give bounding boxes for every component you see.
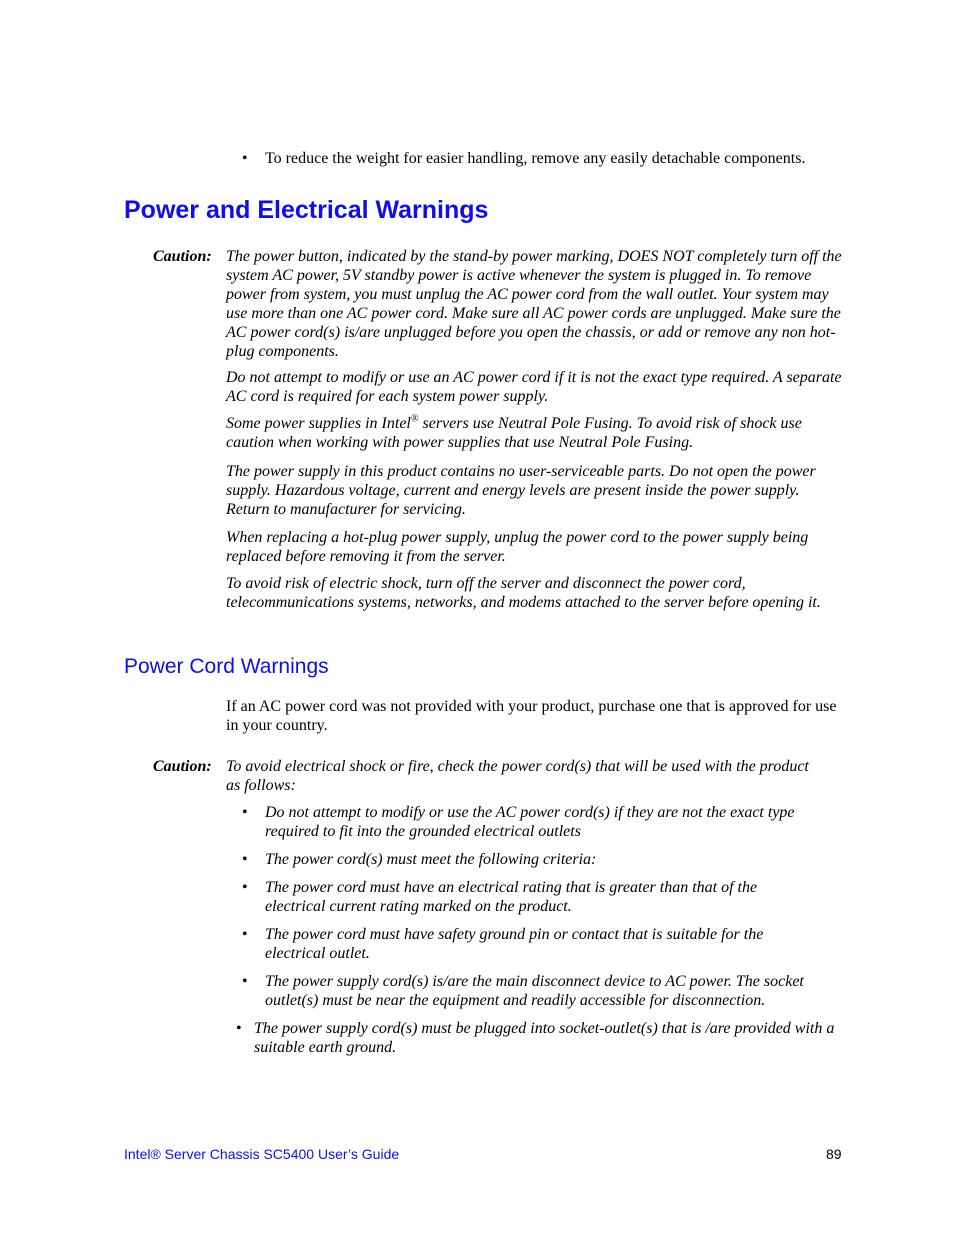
caution-paragraph-hot-plug: When replacing a hot-plug power supply, unplug the power cord to the power supply being replaced before removing it from the server.	[226, 529, 809, 565]
bullet-marker: •	[242, 851, 248, 868]
subsection-title: Power Cord Warnings	[124, 655, 329, 678]
cord-bullet-disconnect: The power supply cord(s) is/are the main disconnect device to AC power. The socket outlet(s) must be near the equipment and readily accessible for disconnection.	[265, 973, 804, 1009]
caution-paragraph-electric-shock: To avoid risk of electric shock, turn off the server and disconnect the power cord, telecommunications systems, networks, and modems attached to the server before opening it.	[226, 575, 821, 611]
cord-bullet-rating: The power cord must have an electrical rating that is greater than that of the electrical current rating marked on the product.	[265, 879, 758, 915]
footer-title: Intel® Server Chassis SC5400 User’s Guide	[124, 1146, 400, 1162]
caution-paragraph-ac-cord: Do not attempt to modify or use an AC power cord if it is not the exact type required. A separate AC cord is required for each system power supply.	[226, 369, 842, 405]
cord-bullet-ground-pin: The power cord must have safety ground pin or contact that is suitable for the electrical outlet.	[265, 926, 764, 962]
bullet-marker: •	[242, 973, 248, 990]
cord-intro-paragraph: If an AC power cord was not provided with your product, purchase one that is approved for use in your country.	[226, 698, 837, 734]
caution-paragraph-no-serviceable: The power supply in this product contains no user-serviceable parts. Do not open the power supply. Hazardous voltage, current and energy levels are present inside the power supply. Return to manufacturer for servicing.	[226, 463, 816, 518]
cord-bullet-criteria: The power cord(s) must meet the following criteria:	[265, 851, 597, 868]
cord-caution-lead: To avoid electrical shock or fire, check the power cord(s) that will be used with the product as follows:	[226, 758, 809, 794]
caution-label: Caution:	[153, 248, 212, 265]
intro-bullet-text: To reduce the weight for easier handling, remove any easily detachable components.	[265, 150, 806, 167]
bullet-marker: •	[242, 879, 248, 896]
page-number: 89	[826, 1146, 842, 1162]
bullet-marker: •	[242, 150, 248, 167]
bullet-marker: •	[242, 926, 248, 943]
cord-bullet-modify: Do not attempt to modify or use the AC power cord(s) if they are not the exact type required to fit into the grounded electrical outlets	[265, 804, 795, 840]
bullet-marker: •	[242, 804, 248, 821]
registered-mark: ®	[410, 413, 419, 425]
section-title: Power and Electrical Warnings	[124, 196, 489, 224]
caution-paragraph-neutral-pole	[226, 414, 842, 452]
intel-para-before: Some power supplies in Intel	[226, 415, 411, 432]
intel-para-after: servers use Neutral Pole Fusing. To avoid risk of shock use caution when working with power supplies that use Neutral Pole Fusing.	[226, 415, 802, 451]
cord-bullet-earth-ground: The power supply cord(s) must be plugged into socket-outlet(s) that is /are provided with a suitable earth ground.	[254, 1020, 835, 1056]
caution-label: Caution:	[153, 758, 212, 775]
bullet-marker: •	[236, 1020, 242, 1037]
caution-paragraph-standby: The power button, indicated by the stand-by power marking, DOES NOT completely turn off the system AC power, 5V standby power is active whenever the system is plugged in. To remove power from system, you must unplug the AC power cord from the wall outlet. Your system may use more than one AC power cord. Make sure all AC power cords are unplugged. Make sure the AC power cord(s) is/are unplugged before you open the chassis, or add or remove any non hot-plug components.	[226, 248, 842, 360]
